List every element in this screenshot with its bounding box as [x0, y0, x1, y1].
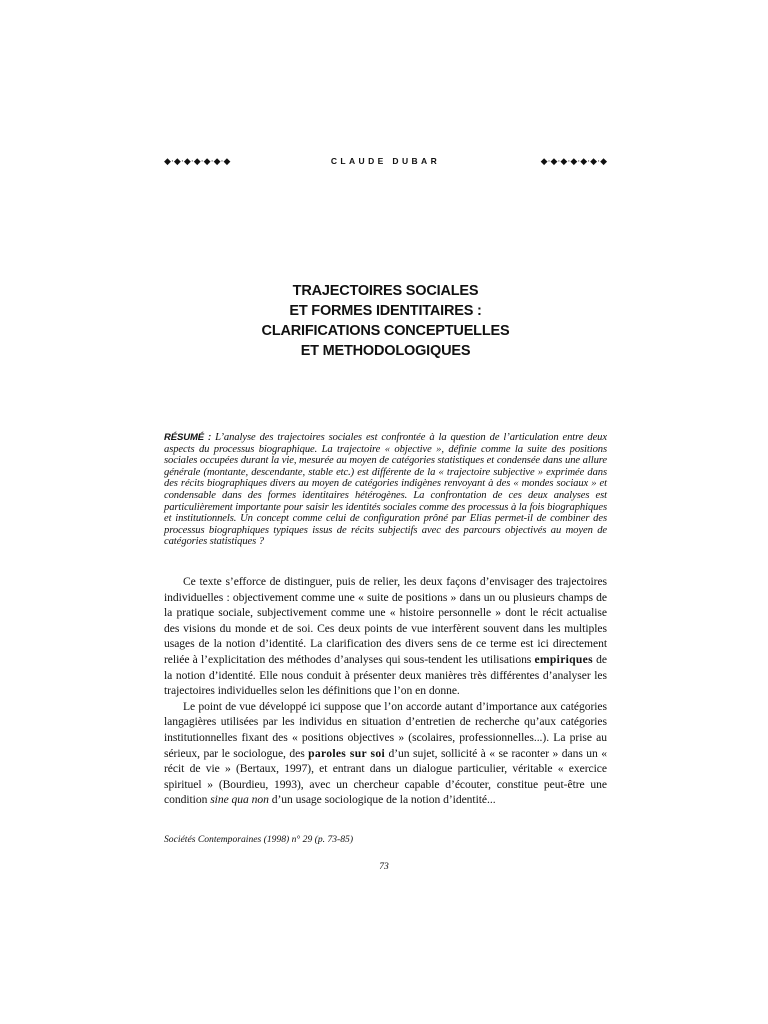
- ornament-right: ◆·◆·◆·◆·◆·◆·◆: [540, 156, 607, 166]
- paragraph-1-text-a: Ce texte s’efforce de distinguer, puis de relier, les deux façons d’envisager des trajectoires individuelles : objectivement comme une « suite de positions » dans un ou plusieurs champs de la pratique sociale, subjectivement comme une « histoire personnelle » dont le récit actualise des visions du monde et de soi. Ces deux points de vue interfèrent souvent dans les multiples usages de la notion d’identité. La clarification des divers sens de ce terme est ici directement reliée à l’explicitation des méthodes d’analyses qui sous-tendent les utilisations: [164, 575, 607, 666]
- body-text: [164, 574, 607, 808]
- paragraph-1-text-b: de la notion d’identité. Elle nous conduit à présenter deux manières très différentes d’analyser les trajectoires individuelles selon les définitions que l’on en donne.: [164, 652, 607, 698]
- paragraph-2: [164, 699, 607, 808]
- emphasis-empiriques: empiriques: [534, 652, 593, 666]
- ornament-left: ◆·◆·◆·◆·◆·◆·◆: [164, 156, 231, 166]
- title-line: CLARIFICATIONS CONCEPTUELLES: [261, 323, 510, 339]
- paragraph-2-text-c: d’un usage sociologique de la notion d’identité...: [271, 793, 496, 807]
- paragraph-2-text-b: d’un sujet, sollicité à « se raconter » dans un « récit de vie » (Bertaux, 1997), et entrant dans un dialogue particulier, véritable « exercice spirituel » (Bourdieu, 1993), avec un chercheur capable d’écouter, constitue peut-être une condition: [164, 746, 607, 807]
- article-title: [164, 281, 607, 361]
- title-line: ET METHODOLOGIQUES: [300, 343, 471, 359]
- journal-citation: Sociétés Contemporaines (1998) n° 29 (p. 73-85): [164, 834, 354, 845]
- page-number: 73: [379, 861, 389, 872]
- author-name: CLAUDE DUBAR: [330, 156, 441, 166]
- abstract-text: L’analyse des trajectoires sociales est confrontée à la question de l’articulation entre deux aspects du processus biographique. La trajectoire « objective », définie comme la suite des positions sociales occupées durant la vie, mesurée au moyen de catégories statistiques et condensée dans une allure générale (montante, descendante, stable etc.) est différente de la « trajectoire subjective » exprimée dans des récits biographiques divers au moyen de catégories indigènes renvoyant à des « mondes sociaux » et condensable dans des formes identitaires hétérogènes. La confrontation de ces deux analyses est particulièrement importante pour saisir les identités sociales comme des processus à la fois biographiques et institutionnels. Un concept comme celui de configuration prôné par Elias permet-il de combiner des processus biographiques typiques issus de récits subjectifs avec des parcours objectivés au moyen de catégories statistiques ?: [164, 432, 607, 548]
- abstract-label: RÉSUMÉ :: [164, 432, 212, 443]
- title-line: ET FORMES IDENTITAIRES :: [289, 303, 482, 319]
- emphasis-paroles-sur-soi: paroles sur soi: [308, 746, 385, 760]
- running-head: [164, 154, 607, 168]
- emphasis-sine-qua-non: sine qua non: [210, 793, 269, 807]
- abstract: [164, 432, 607, 548]
- paragraph-1: [164, 574, 607, 699]
- paragraph-2-text-a: Le point de vue développé ici suppose que l’on accorde autant d’importance aux catégories langagières utilisées par les individus en situation d’entretien de recherche qu’aux catégories institutionnelles fixant des « positions objectives » (scolaires, professionnelles...). La prise au sérieux, par le sociologue, des: [164, 699, 607, 760]
- title-line: TRAJECTOIRES SOCIALES: [292, 283, 479, 299]
